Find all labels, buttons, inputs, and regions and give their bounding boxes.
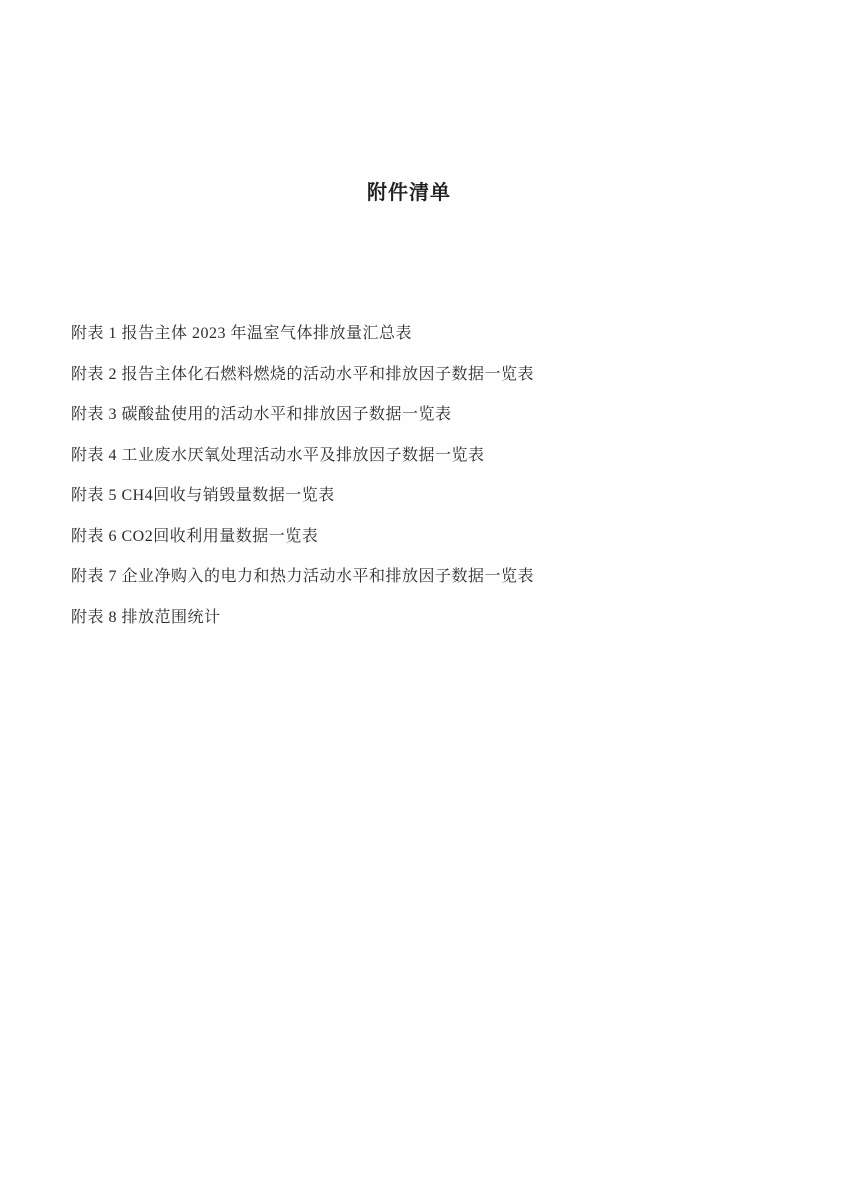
attachment-list-item: 附表 6 CO2回收利用量数据一览表 bbox=[71, 527, 319, 545]
attachment-list bbox=[71, 325, 809, 649]
attachment-list-item: 附表 8 排放范围统计 bbox=[71, 608, 221, 626]
attachment-list-item: 附表 7 企业净购入的电力和热力活动水平和排放因子数据一览表 bbox=[71, 568, 535, 585]
attachment-list-item: 附表 1 报告主体 2023 年温室气体排放量汇总表 bbox=[71, 325, 413, 342]
attachment-list-item: 附表 2 报告主体化石燃料燃烧的活动水平和排放因子数据一览表 bbox=[71, 365, 535, 383]
attachment-list-item: 附表 4 工业废水厌氧处理活动水平及排放因子数据一览表 bbox=[71, 446, 485, 464]
attachment-list-item: 附表 5 CH4回收与销毁量数据一览表 bbox=[71, 487, 335, 504]
attachment-list-item: 附表 3 碳酸盐使用的活动水平和排放因子数据一览表 bbox=[71, 406, 452, 423]
page-title: 附件清单 bbox=[367, 182, 451, 204]
